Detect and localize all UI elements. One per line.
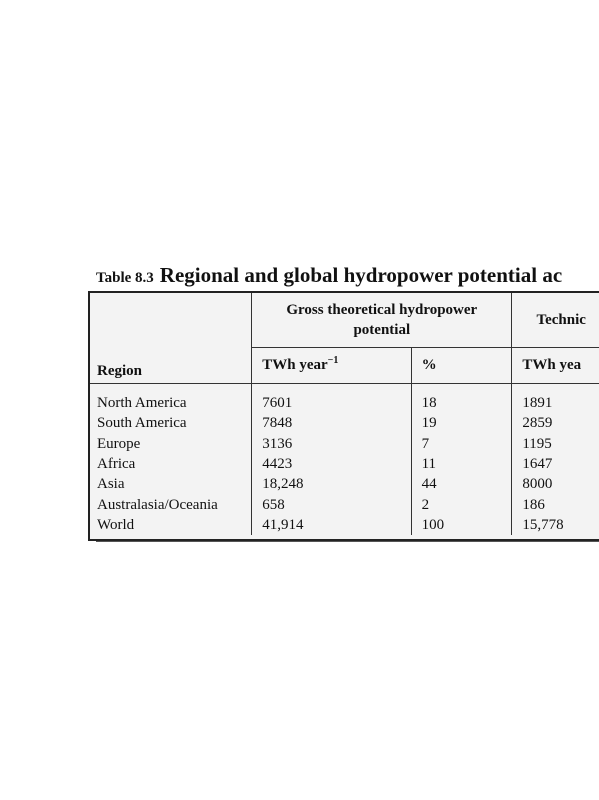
- cell-region: Australasia/Oceania: [90, 494, 252, 514]
- cell-gross-twh: 658: [252, 494, 411, 514]
- cell-tech-twh: 2859: [522, 415, 553, 432]
- cell-gross-pct: 19: [411, 413, 512, 433]
- cell-gross-pct: 11: [411, 454, 512, 474]
- cell-gross-twh: 18,248: [252, 474, 411, 494]
- cell-gross-twh: 7601: [252, 384, 411, 414]
- cell-region: World: [90, 515, 252, 535]
- table-row: [90, 434, 599, 454]
- cell-region: Europe: [90, 434, 252, 454]
- header-technical: Technic: [512, 293, 599, 348]
- table-bottom-rule: [96, 541, 599, 542]
- table-row: [90, 454, 599, 474]
- table-label: Table 8.3: [96, 270, 154, 286]
- cell-gross-pct: 18: [411, 384, 512, 414]
- data-table-frame: [88, 291, 599, 541]
- header-gross-theoretical: Gross theoretical hydropower potential: [252, 293, 512, 348]
- cell-tech-twh: 1647: [522, 456, 553, 473]
- header-region: Region: [90, 293, 252, 384]
- cell-tech-twh: 15,778: [522, 516, 564, 533]
- header-tech-twh: TWh yea: [512, 348, 599, 384]
- table-row: [90, 515, 599, 535]
- table-row: [90, 413, 599, 433]
- cell-tech-twh: 186: [522, 496, 545, 513]
- unit-exponent: −1: [327, 355, 339, 366]
- header-gross-twh: [252, 348, 411, 384]
- table-row: [90, 494, 599, 514]
- cell-region: North America: [90, 384, 252, 414]
- unit-twh-label: TWh year: [262, 357, 328, 373]
- cell-gross-pct: 44: [411, 474, 512, 494]
- table-row: [90, 384, 599, 414]
- cell-tech-twh: 8000: [522, 476, 553, 493]
- cell-gross-twh: 4423: [252, 454, 411, 474]
- header-gross-pct: %: [411, 348, 512, 384]
- cell-region: Asia: [90, 474, 252, 494]
- cell-gross-twh: 7848: [252, 413, 411, 433]
- cell-gross-twh: 3136: [252, 434, 411, 454]
- cell-region: Africa: [90, 454, 252, 474]
- table-row: [90, 474, 599, 494]
- cell-tech-twh: 1891: [522, 395, 553, 412]
- table-title: Regional and global hydropower potential ac: [159, 263, 563, 287]
- cell-gross-pct: 2: [411, 494, 512, 514]
- cell-region: South America: [90, 413, 252, 433]
- cell-tech-twh: 1195: [522, 435, 552, 452]
- cell-gross-pct: 7: [411, 434, 512, 454]
- cell-gross-pct: 100: [411, 515, 512, 535]
- cell-gross-twh: 41,914: [252, 515, 411, 535]
- table-caption: [96, 263, 562, 288]
- hydropower-table: [90, 293, 599, 535]
